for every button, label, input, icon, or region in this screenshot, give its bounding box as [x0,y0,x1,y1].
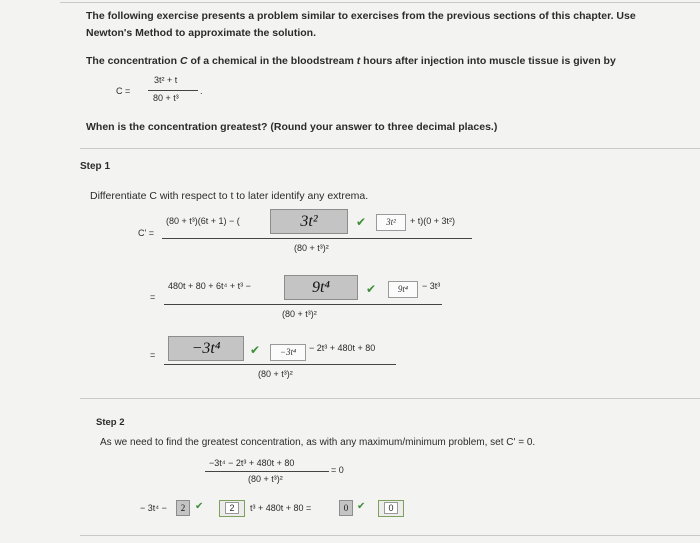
step2-rhs: = 0 [331,465,344,475]
formula-denominator: 80 + t³ [153,93,179,103]
answer-middle: t³ + 480t + 80 = [250,503,312,513]
line3-denominator: (80 + t³)² [258,369,293,379]
line3-check-icon: ✔ [250,343,261,357]
line1-fraction-bar [162,238,472,239]
step1-instruction: Differentiate C with respect to t to later identify any extrema. [90,190,369,202]
step2-instruction: As we need to find the greatest concentration, as with any maximum/minimum problem, set C' = 0. [100,437,536,448]
intro-line-1: The following exercise presents a problem similar to exercises from the previous sections of this chapter. Use [86,10,636,22]
answer-box-2-value: 2 [225,502,238,514]
line2-input-box[interactable]: 9t⁴ [284,275,358,300]
formula-period: . [200,86,203,96]
step2-title: Step 2 [96,417,125,428]
formula-lhs: C = [116,86,131,96]
line3-equals: = [150,350,156,360]
step2-denominator: (80 + t³)² [248,474,283,484]
step2-fraction-bar [205,471,329,472]
line1-check-icon: ✔ [356,215,367,229]
problem-question: When is the concentration greatest? (Round your answer to three decimal places.) [86,121,498,133]
line3-numerator-right: − 2t³ + 480t + 80 [309,343,376,353]
derivative-lhs: C' = [138,228,154,238]
line2-numerator-left: 480t + 80 + 6t⁴ + t³ − [168,281,251,291]
line2-answer-box: 9t⁴ [388,281,418,298]
formula-fraction-bar [148,90,198,91]
line2-numerator-right: − 3t³ [422,281,441,291]
line2-equals: = [150,292,156,302]
answer-prefix: − 3t⁴ − [140,503,167,513]
step2-numerator: −3t⁴ − 2t³ + 480t + 80 [209,458,295,468]
line1-answer-box: 3t² [376,214,406,231]
line1-numerator-right: + t)(0 + 3t²) [410,216,456,226]
line2-check-icon: ✔ [366,282,377,296]
answer-check-icon-1: ✔ [195,501,204,512]
problem-statement: The concentration C of a chemical in the bloodstream t hours after injection into muscle tissue is given by [86,55,616,67]
line1-input-box[interactable]: 3t² [270,209,348,234]
section-divider-1 [80,148,700,149]
answer-input-box-1[interactable]: 2 [176,500,190,516]
answer-box-2 [219,500,245,517]
line1-numerator-left: (80 + t³)(6t + 1) − ( [166,216,240,226]
line2-denominator: (80 + t³)² [282,309,317,319]
answer-box-4 [378,500,404,517]
line3-fraction-bar [164,364,396,365]
formula-numerator: 3t² + t [154,75,178,85]
line2-fraction-bar [164,304,442,305]
intro-line-2: Newton's Method to approximate the solution. [86,27,317,39]
answer-check-icon-2: ✔ [357,501,366,512]
line3-answer-box: −3t⁴ [270,344,306,361]
answer-box-4-value: 0 [384,502,397,514]
step1-title: Step 1 [80,161,111,172]
line3-input-box[interactable]: −3t⁴ [168,336,244,361]
bottom-divider [80,535,700,536]
line1-denominator: (80 + t³)² [294,243,329,253]
top-divider [60,2,700,3]
answer-input-box-3[interactable]: 0 [339,500,353,516]
section-divider-2 [80,398,700,399]
